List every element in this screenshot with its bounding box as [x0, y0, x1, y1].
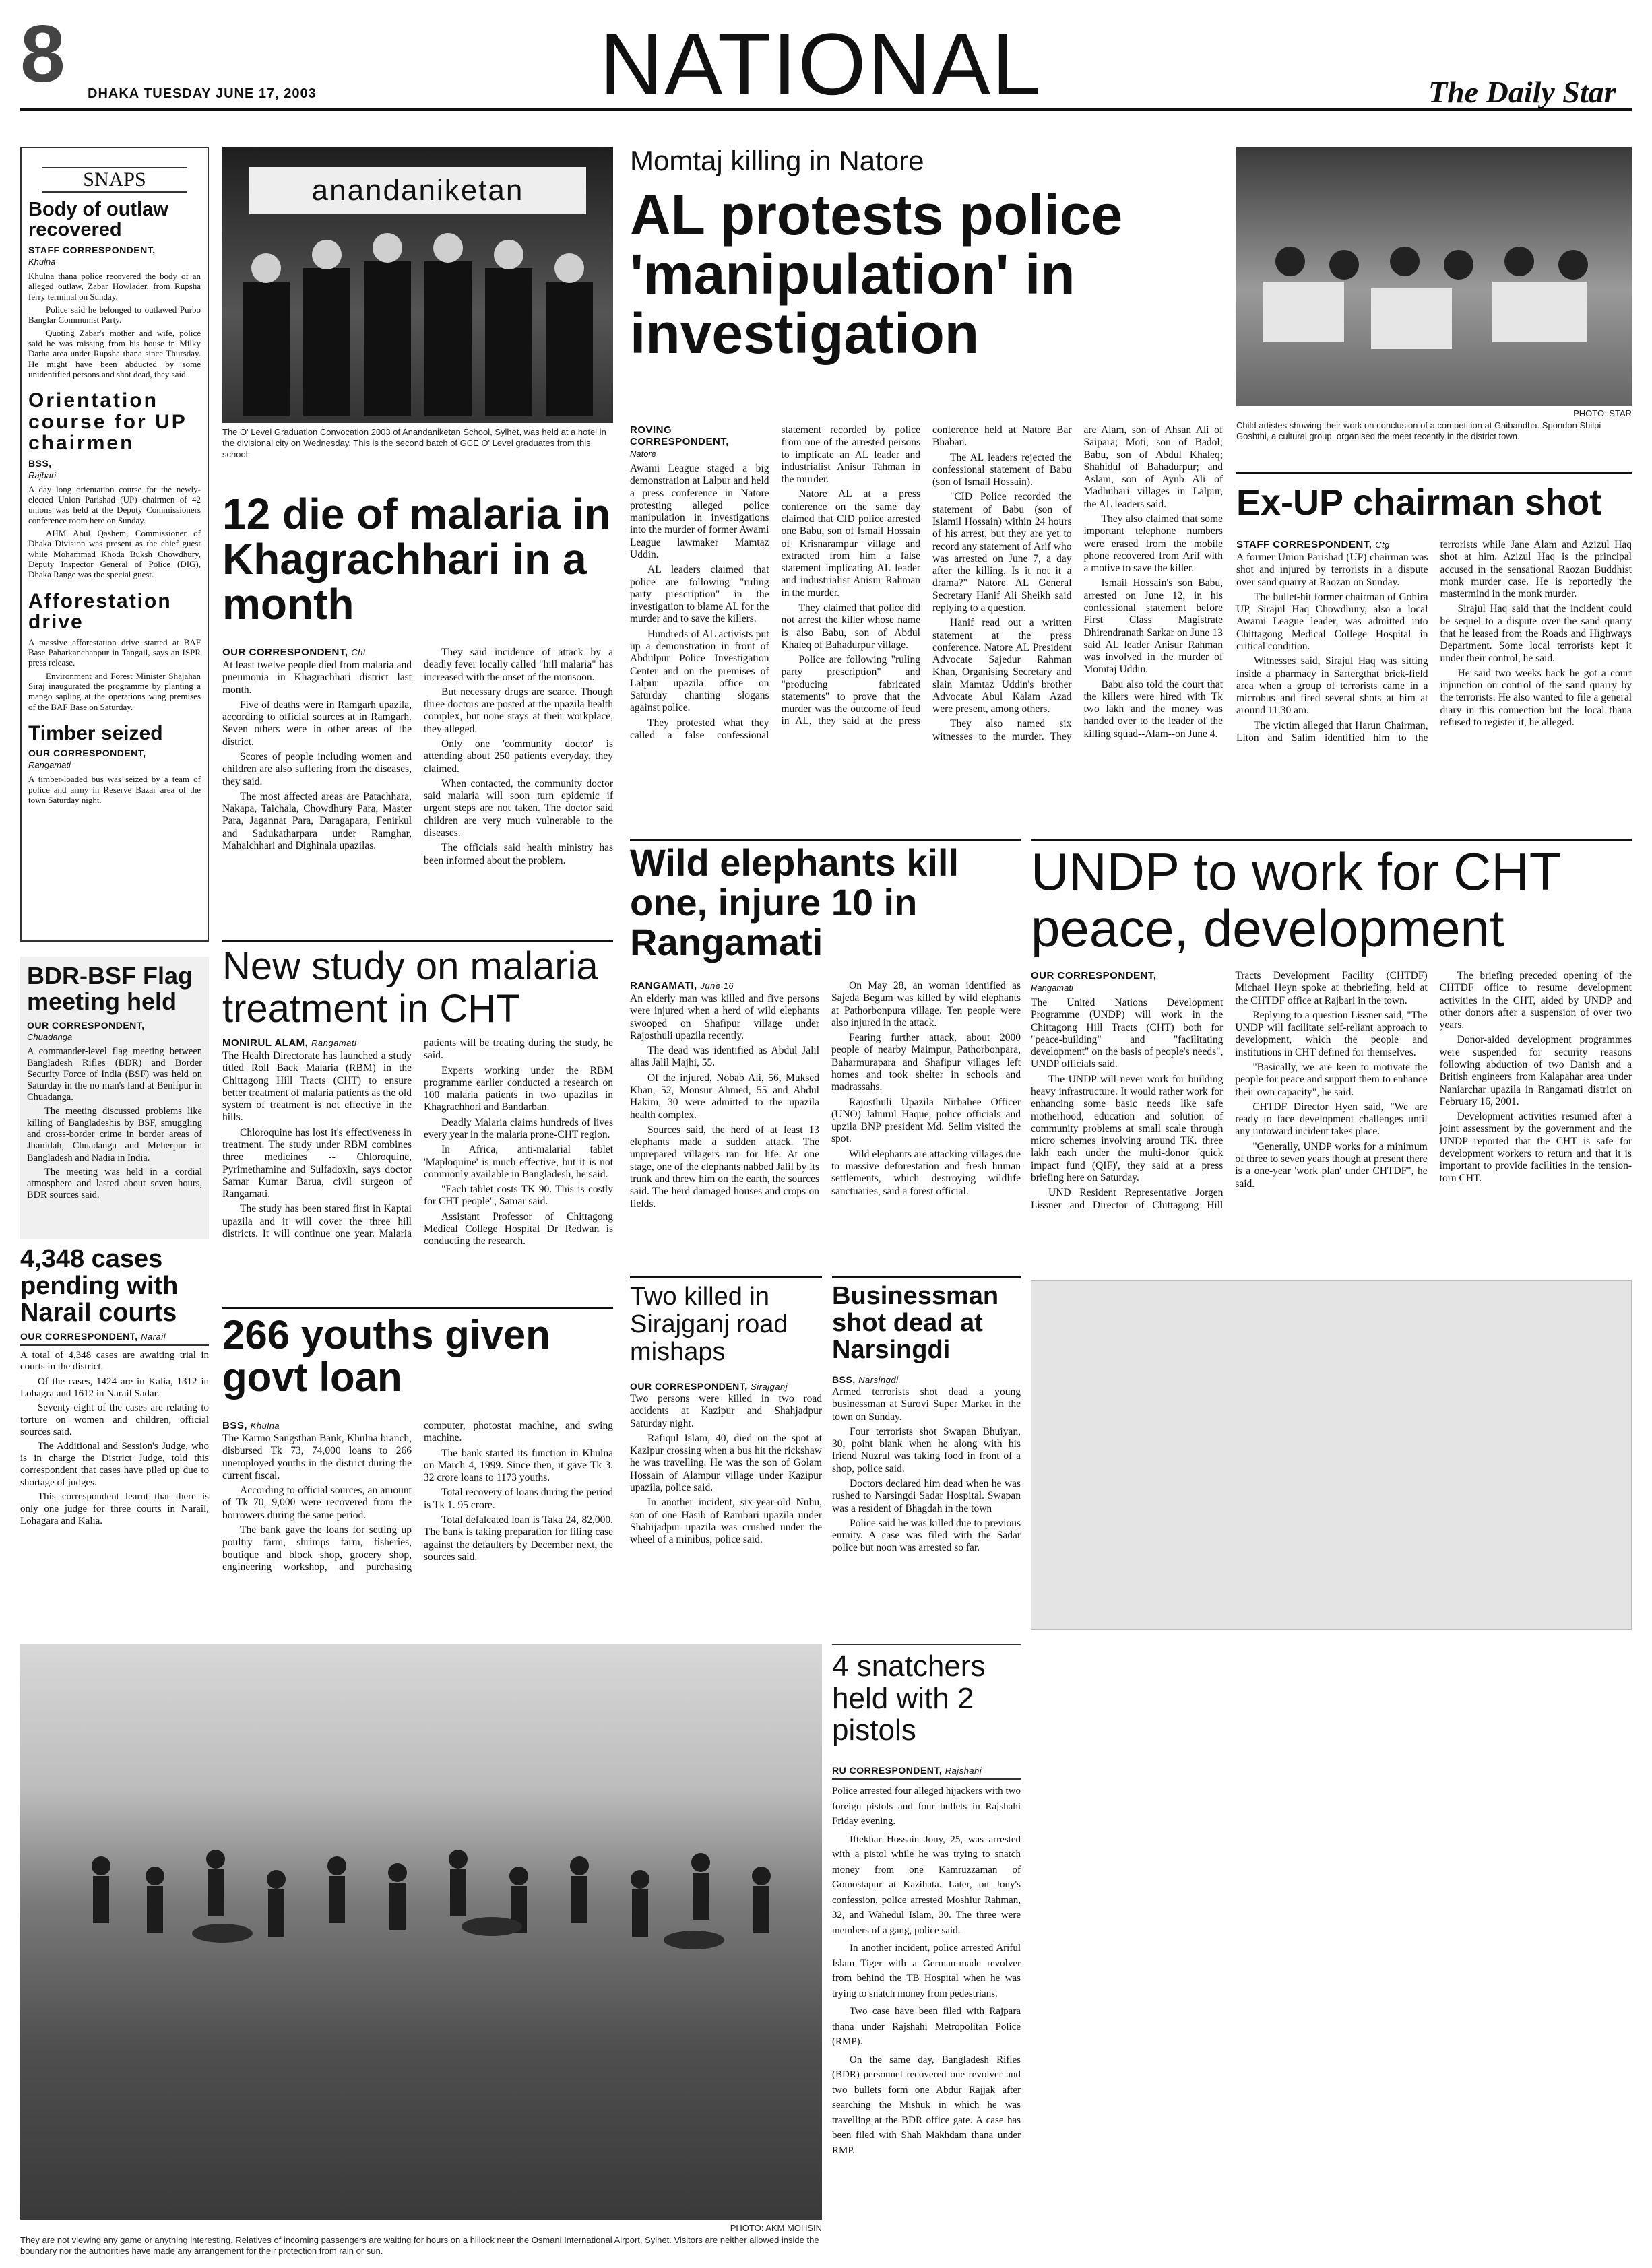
paragraph: Scores of people including women and children are also suffering from the diseases, they said. [222, 750, 412, 787]
byline-name: RU CORRESPONDENT, [832, 1765, 943, 1776]
paragraph: The Additional and Session's Judge, who is in charge the District Judge, told this correspondent that cases have piled up due to shortage of judges. [20, 1441, 209, 1488]
snap-headline: Body of outlaw recovered [28, 199, 168, 241]
paragraph: The study has been stared first in Kaptai upazila and it will cover the three hill districts. It will continue one year. Malaria patients will be treating during the study, he said. [222, 1037, 613, 1239]
sirajganj-body [630, 1381, 822, 1630]
byline-name: RANGAMATI, [630, 980, 697, 992]
paragraph: Babu also told the court that the killers were hired with Tk two lakh and the money was handed over to the leader of the killing squad--Alam--on June 4. [1083, 678, 1223, 740]
elephants-body [630, 980, 1021, 1276]
byline: OUR CORRESPONDENT, [28, 748, 146, 759]
paragraph: This correspondent learnt that there is only one judge for three courts in Narail, Lohagara and Kalia. [20, 1491, 209, 1526]
paragraph: Sources said, the herd of at least 13 elephants made a sudden attack. The unprepared villagers ran for life. At one stage, one of the elephants nabbed Jalil by its trunk and threw him on the earth, the sources said. The herd damaged houses and crops on fields. [630, 1124, 819, 1210]
youth-loan-body [222, 1420, 613, 1622]
snaps-column [20, 147, 209, 942]
paragraph: "Basically, we are keen to motivate the people for peace and support them to enhance their own capacity", he said. [1235, 1061, 1428, 1098]
byline: OUR CORRESPONDENT, [27, 1019, 145, 1031]
youth-loan-rule [222, 1307, 613, 1309]
paragraph: In Africa, anti-malarial tablet 'Maploquine' is much effective, but it is not commonly available in Bangladesh, he said. [424, 1144, 613, 1180]
paragraph: Two persons were killed in two road accidents at Kazipur and Shahjadpur Saturday night. [630, 1393, 822, 1429]
paragraph: They said incidence of attack by a deadly fever locally called "hill malaria" has increased with the onset of the monsoon. [424, 647, 613, 683]
paragraph: Natore AL at a press conference on the same day claimed that CID police arrested one Babu, son of Ismail Hossain of Krisnarampur village and extracted from him a false statement implicating AL leader and industrialist Anisur Rahman in the murder. [781, 488, 920, 599]
paragraph: Chloroquine has lost it's effectiveness in treatment. The study under RBM combines three medicines -- Chloroquine, Pyrimethamine and Sulfadoxin, says doctor Samar Kumar Barua, civil surgeon of Rangamati. [222, 1126, 412, 1200]
paragraph: Khulna thana police recovered the body of an alleged outlaw, Zabar Howlader, from Rupsha ferry terminal on Sunday. [28, 270, 201, 302]
masthead [20, 9, 1632, 115]
paragraph: The Health Directorate has launched a study titled Roll Back Malaria (RBM) in the Chittagong Hill Tracts (CHT) to ensure better treatment of malaria patients as the old system of treatment is not effective in the hills. [222, 1050, 412, 1124]
dateline-place: June 16 [700, 981, 734, 991]
paragraph: Fearing further attack, about 2000 people of nearby Maimpur, Pathorbonpara, Baharmurapara and Shafipur villages left homes and took shelter in schools and madrassahs. [831, 1032, 1021, 1093]
paragraph: Rajosthuli Upazila Nirbahee Officer (UNO) Jahurul Haque, police officials and upzila BNP president Md. Selim visited the spot. [831, 1096, 1021, 1145]
elephants-headline: Wild elephants kill one, injure 10 in Rangamati [630, 841, 959, 963]
paragraph: A commander-level flag meeting between Bangladesh Rifles (BDR) and Border Security Force of India (BSF) was held on Saturday in the no man's land at Benifpur in Chuadanga. [27, 1045, 202, 1103]
paragraph: On May 28, an woman identified as Sajeda Begum was killed by wild elephants at Pathorbonpura village. Ten people were also injured in the attack. [831, 980, 1021, 1029]
paragraph: An elderly man was killed and five persons were injured when a herd of wild elephants swooped on Shafipur village under Rajosthuli upazila recently. [630, 993, 819, 1041]
dateline: DHAKA TUESDAY JUNE 17, 2003 [88, 86, 317, 101]
paragraph: Replying to a question Lissner said, "The UNDP will facilitate self-reliant approach to development, which the people and institutions in CHT defined for themselves. [1235, 1009, 1428, 1058]
snap-headline: Timber seized [28, 721, 163, 744]
byline [630, 1381, 822, 1392]
paragraph: The officials said health ministry has been informed about the problem. [424, 842, 613, 866]
paragraph: Of the cases, 1424 are in Kalia, 1312 in Lohagra and 1612 in Narail Sadar. [20, 1376, 209, 1399]
bdr-bsf-box [20, 957, 209, 1239]
section-title: NATIONAL [600, 15, 1042, 113]
momtaj-headline: AL protests police 'manipulation' in investigation [630, 183, 1123, 366]
paragraph: Seventy-eight of the cases are relating to torture on women and children, official sources said. [20, 1402, 209, 1437]
convocation-photo [222, 147, 613, 423]
narail-headline: 4,348 cases pending with Narail courts [20, 1246, 179, 1327]
byline [222, 1420, 412, 1431]
paragraph: They claimed that police did not arrest the killer whose name is also Babu, son of Abdul Khaleq of Bahadurpur village. [781, 602, 920, 651]
paragraph: According to official sources, an amount of Tk 70, 9,000 were recovered from the borrowers during the same period. [222, 1485, 412, 1521]
paragraph: The briefing preceded opening of the CHTDF office to resume development activities in the CHT, aided by UNDP and other donors after a suspension of over two years. [1439, 970, 1632, 1031]
elephants-rule [630, 839, 1021, 841]
dateline-place: Chuadanga [27, 1031, 73, 1042]
malaria-death-headline: 12 die of malaria in Khagrachhari in a month [222, 490, 611, 629]
paragraph: Rafiqul Islam, 40, died on the spot at Kazipur crossing when a bus hit the rickshaw he was travelling. He was the son of Golam Hossain of Alampur village under Kazipur upazila, police said. [630, 1432, 822, 1493]
masthead-rule [20, 108, 1632, 111]
snap-body-outlaw [28, 199, 201, 379]
dateline-place: Rajshahi [945, 1765, 982, 1776]
paragraph: They protested what they called a false confessional statement recorded by police from one of the arrested persons to implicate an AL leader and industrialist Anisur Tahman in the murder. [630, 424, 920, 741]
ad-placeholder [1031, 1280, 1632, 1630]
dateline-place: Ctg [1375, 540, 1390, 550]
narsingdi-headline: Businessman shot dead at Narsingdi [832, 1282, 999, 1364]
paragraph: A former Union Parishad (UP) chairman was shot and injured by terrorists in a dispute over sand quarry at Raozan on Sunday. [1236, 552, 1428, 588]
sirajganj-headline: Two killed in Sirajganj road mishaps [630, 1283, 788, 1367]
paragraph: The meeting was held in a cordial atmosphere and lasted about seven hours, BDR sources said. [27, 1166, 202, 1200]
byline-name: BSS, [222, 1420, 248, 1431]
sirajganj-rule [630, 1276, 822, 1278]
dateline-place: Rangamati [1031, 983, 1073, 993]
paragraph: They also named six witnesses to the murder. They are Alam, son of Ahsan Ali of Saipara; Moti, son of Badol; Babu, son of Abdul Khaleq; Shahidul of Bahadurpur; and Aslam, son of Ayub Ali of Madhubari villages in Lalpur, the AL leaders said. [932, 424, 1223, 742]
byline [20, 1331, 209, 1346]
paragraph: Total defalcated loan is Taka 24, 82,000. The bank is taking preparation for filing case against the defaulters by December next, the sources said. [424, 1514, 613, 1563]
undp-rule [1031, 839, 1632, 841]
paragraph: When contacted, the community doctor said malaria will soon turn epidemic if urgent steps are not taken. The doctor said children are very much vulnerable to the diseases. [424, 777, 613, 839]
byline [222, 647, 412, 658]
snaps-label: SNAPS [42, 167, 187, 193]
paragraph: A total of 4,348 cases are awaiting trial in courts in the district. [20, 1349, 209, 1373]
paragraph: The meeting discussed problems like killing of Bangladeshis by BSF, smuggling and cross-border crime in border areas of Jhanidah, Chuadanga and Meherpur in Bangladesh and Nadia in India. [27, 1106, 202, 1163]
paragraph: In another incident, six-year-old Nuhu, son of one Hasib of Rambari upazila under Shahijadpur upazila was crushed under the wheel of a minibus, police said. [630, 1497, 822, 1546]
momtaj-body [630, 424, 1223, 829]
snatchers-rule [832, 1644, 1021, 1645]
photo-banner: anandaniketan [249, 167, 586, 214]
dateline-place: Rajbari [28, 469, 57, 480]
paragraph: Hanif read out a written statement at the press conference. Natore AL President Advocate Sajedur Rahman Khan, Organising Secretary and slain Mamtaz Uddin's brother Advocate Abul Kalam Azad were present, among others. [932, 617, 1072, 715]
paragraph: Four terrorists shot Swapan Bhuiyan, 30, point blank when he along with his friend Nuzrul was taking food in front of a shop, police said. [832, 1425, 1021, 1475]
exup-rule [1236, 472, 1632, 474]
exup-headline: Ex-UP chairman shot [1236, 482, 1602, 523]
paragraph: AL leaders claimed that police are following "ruling party prescription" in the investigation to blame AL for the murder and to save the killers. [630, 564, 769, 625]
malaria-study-body [222, 1037, 613, 1320]
byline [832, 1374, 1021, 1385]
paragraph: But necessary drugs are scarce. Though three doctors are posted at the upazila health complex, but none stays at their workplace, they alleged. [424, 686, 613, 735]
paragraph: A massive afforestation drive started at BAF Base Paharkanchanpur in Tangail, says an ISPR press release. [28, 637, 201, 668]
snap-headline: Orientation course for UP chairmen [28, 389, 187, 455]
paragraph: Sirajul Haq said that the incident could be sequel to a dispute over the sand quarry that he leased from the Roads and Highways Department. Some local terrorists kept it under their control, he said. [1440, 603, 1632, 664]
undp-body [1031, 970, 1632, 1266]
exup-body [1236, 539, 1632, 822]
byline [1236, 539, 1428, 550]
byline-name: BSS, [832, 1374, 856, 1385]
dateline-place: Narail [141, 1331, 166, 1342]
paragraph: The bank gave the loans for setting up poultry farm, shrimps farm, fisheries, boutique and block shop, grocery shop, engineering workshop, and purchasing computer, photostat machine, and swing machine. [222, 1420, 613, 1573]
paragraph: Police arrested four alleged hijackers with two foreign pistols and four bullets in Rajshahi Friday evening. [832, 1786, 1021, 1827]
malaria-death-body [222, 647, 613, 936]
paragraph: At least twelve people died from malaria and pneumonia in Khagrachhari district last month. [222, 659, 412, 696]
paragraph: The AL leaders rejected the confessional statement of Babu (son of Ismail Hossain). [932, 451, 1072, 488]
paragraph: The bullet-hit former chairman of Gohira UP, Sirajul Haq Chowdhury, also a local Awami League leader, was admitted into Chittagong Medical College Hospital in critical condition. [1236, 591, 1428, 652]
paragraph: Assistant Professor of Chittagong Medical College Hospital Dr Redwan is conducting the research. [424, 1210, 613, 1248]
paragraph: The bank started its function in Khulna on March 4, 1999. Since then, it gave Tk 3. 32 crore loans to 1173 youths. [424, 1447, 613, 1484]
dateline-place: Khulna [250, 1421, 280, 1431]
paragraph: CHTDF Director Hyen said, "We are ready to face development challenges until any untoward incident takes place. [1235, 1101, 1428, 1138]
paragraph: "Each tablet costs TK 90. This is costly for CHT people", Samar said. [424, 1184, 613, 1208]
byline [832, 1765, 1021, 1780]
paragraph: Two case have been filed with Rajpara thana under Rajshahi Metropolitan Police (RMP). [832, 2006, 1021, 2047]
paragraph: Of the injured, Nobab Ali, 56, Muksed Khan, 52, Monsur Ahmed, 55 and Abdul Hakim, 30 were admitted to the upazila health complex. [630, 1072, 819, 1121]
dateline-place: Narsingdi [858, 1375, 899, 1385]
bottom-right-blank [1031, 1644, 1632, 2250]
paragraph: Iftekhar Hossain Jony, 25, was arrested with a pistol while he was trying to snatch money from one Kamruzzaman of Gomostapur at Kazihata. Later, on Jony's confession, police arrested Moshiur Rahman, 32, and Wahedul Islam, 30. The three were members of a gang, police said. [832, 1834, 1021, 1936]
paragraph: The Karmo Sangsthan Bank, Khulna branch, disbursed Tk 73, 74,000 loans to 266 unemployed youths in the district during the current fiscal. [222, 1433, 412, 1481]
snap-headline: Afforestation drive [28, 589, 172, 634]
byline-name: OUR CORRESPONDENT, [20, 1330, 138, 1342]
paragraph: Hundreds of AL activists put up a demonstration in front of Abdulpur Police Investigation Center and on the premises of Lalpur upazila office on Saturday chanting slogans against police. [630, 628, 769, 714]
bdr-bsf-headline: BDR-BSF Flag meeting held [27, 962, 193, 1015]
byline [222, 1037, 412, 1049]
youth-loan-headline: 266 youths given govt loan [222, 1312, 550, 1400]
photo-credit: PHOTO: STAR [1573, 408, 1632, 418]
paragraph: The UNDP will never work for building heavy infrastructure. It would rather work for enhancing some basic needs like safe motherhood, education and solution of community problems at small scale through micro schemes involving around TK. three lakh each under the multi-donor 'quick impact fund (QIF)', they said at a press briefing here on Saturday. [1031, 1073, 1224, 1184]
page-number: 8 [20, 9, 65, 99]
paragraph: Only one 'community doctor' is attending about 250 patients everyday, they claimed. [424, 738, 613, 775]
snap-afforestation [28, 591, 201, 712]
child-artistes-caption: Child artistes showing their work on conclusion of a competition at Gaibandha. Spondon Shilpi Goshthi, a cultural group, organised the meet recently in the district town. [1236, 420, 1601, 442]
paragraph: A day long orientation course for the newly-elected Union Parishad (UP) chairmen of 42 unions was held at the Deputy Commissioners conference room here on Sunday. [28, 484, 201, 525]
paragraph: Witnesses said, Sirajul Haq was sitting inside a pharmacy in Sartergthat brick-field area when a group of terrorists came in a microbus and fired several shots at him at around 11.30 am. [1236, 655, 1428, 717]
airport-crowd-photo [20, 1644, 822, 2220]
crowd-illustration [20, 1644, 822, 2220]
child-artistes-photo [1236, 147, 1632, 406]
paragraph: The victim alleged that Harun Chairman, Liton and Salim identified him to the terrorists while Jane Alam and Azizul Haq shot at him. Azizul Haq is the principal accused in the sensational Raozan Buddhist monk murder case. He is reportedly the mastermind in the monk murder. [1236, 539, 1632, 744]
paragraph: Police said he was killed due to previous enmity. A case was filed with the Sadar police but noon was arrested so far. [832, 1517, 1021, 1554]
snatchers-body [832, 1765, 1021, 2257]
paragraph: Donor-aided development programmes were suspended for security reasons following abduction of two Danish and a British engineers from Kalapahar area under Naniarchar upazila in Rangamati district on February 16, 2001. [1439, 1034, 1632, 1107]
graduates-illustration [222, 228, 613, 423]
paragraph: Experts working under the RBM programme earlier conducted a research on 100 malaria patients in two upazilas in Khagrachhori and Bandarban. [424, 1064, 613, 1113]
dateline-place: Khulna [28, 256, 56, 267]
paragraph: Armed terrorists shot dead a young businessman at Surovi Super Market in the town on Sunday. [832, 1386, 1021, 1423]
malaria-study-rule [222, 940, 613, 942]
paragraph: Five of deaths were in Ramgarh upazila, according to official sources at in Ramgarh. Seven others were in other areas of the district. [222, 699, 412, 748]
byline: ROVING CORRESPONDENT, [630, 424, 730, 447]
byline: STAFF CORRESPONDENT, [28, 244, 156, 255]
paragraph: A timber-loaded bus was seized by a team of police and army in Reserve Bazar area of the town Saturday night. [28, 774, 201, 806]
paragraph: Police said he belonged to outlawed Purbo Banglar Communist Party. [28, 304, 201, 325]
paragraph: Ismail Hossain's son Babu, arrested on June 12, in his confessional statement before First Class Magistrate Dhirendranath Sarkar on June 13 said AL leader Anisur Rahman was involved in the murder of Momtaj Uddin. [1083, 577, 1223, 676]
snap-timber [28, 723, 201, 805]
byline [630, 980, 819, 992]
convocation-caption: The O' Level Graduation Convocation 2003 of Anandaniketan School, Sylhet, was held at a hotel in the divisional city on Wednesday. This is the second batch of GCE O' Level graduates from this school. [222, 427, 606, 459]
paragraph: UND Resident Representative Jorgen Lissner and Director of Chittagong Hill Tracts Development Facility (CHTDF) Michael Heyn spoke at thebriefing, held at the CHTDF office at Rajbari in the town. [1031, 970, 1428, 1211]
children-illustration [1236, 147, 1632, 406]
paragraph: Police are following "ruling party prescription" and "producing fabricated statements" to prove that the murder was the outcome of feud in AL, they said at the press conference held at Natore Bar Bhaban. [781, 424, 1072, 727]
airport-crowd-caption: They are not viewing any game or anything interesting. Relatives of incoming passengers are waiting for hours on a hillock near the Osmani International Airport, Sylhet. Visitors are neither allowed inside the boundary nor the authorities have made any arrangement for their protection from rain or sun. [20, 2235, 819, 2257]
paragraph: The dead was identified as Abdul Jalil alias Jalil Majhi, 55. [630, 1045, 819, 1069]
paragraph: AHM Abul Qashem, Commissioner of Dhaka Division was present as the chief guest while Mohammad Khoda Buksh Chowdhury, Deputy Inspector General of Police (DIG), Dhaka Range was the special guest. [28, 527, 201, 580]
byline: OUR CORRESPONDENT, [1031, 970, 1157, 981]
byline-name: OUR CORRESPONDENT, [222, 647, 348, 658]
byline-name: OUR CORRESPONDENT, [630, 1381, 748, 1392]
paragraph: The United Nations Development Programme (UNDP) will work in the Chittagong Hill Tracts (CHT) both for "peace-building" and "facilitating development" on the basis of people's needs", UNDP officials said. [1031, 997, 1224, 1070]
paragraph: The most affected areas are Patachhara, Nakapa, Taichala, Chowdhury Para, Master Para, Jagannat Para, Daragapara, Fenirkul and Sadukatharpara under Ramghar, Mahalchhari and Dighinala upazilas. [222, 790, 412, 851]
momtaj-kicker: Momtaj killing in Natore [630, 145, 924, 176]
paragraph: Quoting Zabar's mother and wife, police said he was missing from his house in Milky Darha area under Rupsha thana since Thursday. He might have been abducted by some unidentified persons and shot dead, they said. [28, 327, 201, 379]
paper-logo: The Daily Star [1428, 75, 1616, 109]
paragraph: In another incident, police arrested Ariful Islam Tiger with a German-made revolver from behind the TB Hospital when he was trying to snatch money from pedestrians. [832, 1943, 1021, 1999]
narsingdi-body [832, 1374, 1021, 1644]
paragraph: "CID Police recorded the statement of Babu (son of Islamil Hossain) within 24 hours of his arrest, but they are yet to record any statement of Arif who was arrested on June 7, a day after the killing. Is it not it a drama?" Natore AL General Secretary Hanif Ali Sheikh said replying to a question. [932, 491, 1072, 614]
paragraph: Development activities resumed after a joint assessment by the government and the UNDP reported that the CHT is safe for development workers to return and that it is important to provide facilities in the tension-torn CHT. [1439, 1111, 1632, 1184]
dateline-place: Cht [351, 647, 366, 657]
paragraph: Wild elephants are attacking villages due to massive deforestation and fresh human settlements, which destroying wildlife sanctuaries, said a forest official. [831, 1148, 1021, 1197]
narail-story [20, 1246, 209, 1623]
byline-name: MONIRUL ALAM, [222, 1037, 309, 1049]
byline-name: STAFF CORRESPONDENT, [1236, 539, 1372, 550]
dateline-place: Natore [630, 449, 657, 459]
snatchers-headline: 4 snatchers held with 2 pistols [832, 1650, 986, 1747]
dateline-place: Rangamati [28, 760, 71, 771]
paragraph: Deadly Malaria claims hundreds of lives every year in the malaria prone-CHT region. [424, 1116, 613, 1140]
snap-orientation [28, 390, 201, 579]
undp-headline: UNDP to work for CHT peace, development [1031, 842, 1560, 959]
paragraph: They also claimed that some important telephone numbers were erased from the mobile phone recovered from Arif with a motive to save the killer. [1083, 513, 1223, 575]
paragraph: Total recovery of loans during the period is Tk 1. 95 crore. [424, 1487, 613, 1511]
dateline-place: Rangamati [311, 1038, 357, 1048]
malaria-study-headline: New study on malaria treatment in CHT [222, 944, 598, 1031]
paragraph: Awami League staged a big demonstration at Lalpur and held a press conference in Natore protesting alleged police manipulation in investigations into the murder of former Awami League lawmaker Mamtaz Uddin. [630, 463, 769, 560]
paragraph: He said two weeks back he got a court injunction on control of the sand quarry by the terrorists. He also wanted to file a general diary in this connection but the local thana refused to register it, he alleged. [1440, 667, 1632, 728]
narsingdi-rule [832, 1276, 1021, 1278]
photo-credit: PHOTO: AKM MOHSIN [730, 2223, 822, 2233]
byline: BSS, [28, 457, 52, 469]
paragraph: "Generally, UNDP works for a minimum of three to seven years though at present there is a one-year 'work plan' under CHTDF", he said. [1235, 1140, 1428, 1190]
paragraph: Doctors declared him dead when he was rushed to Narsingdi Sadar Hospital. Swapan was a resident of Bhagdah in the town [832, 1477, 1021, 1514]
paragraph: On the same day, Bangladesh Rifles (BDR) personnel recovered one revolver and two bullets form one Abdur Rajjak after searching the Mishuk in which he was travelling at the BDR office gate. A case has been filed with Shah Makhdam thana under RMP. [832, 2054, 1021, 2156]
dateline-place: Sirajganj [751, 1382, 788, 1392]
paragraph: Environment and Forest Minister Shajahan Siraj inaugurated the programme by planting a mango sapling at the operations wing premises of the BAF Base on Saturday. [28, 670, 201, 712]
